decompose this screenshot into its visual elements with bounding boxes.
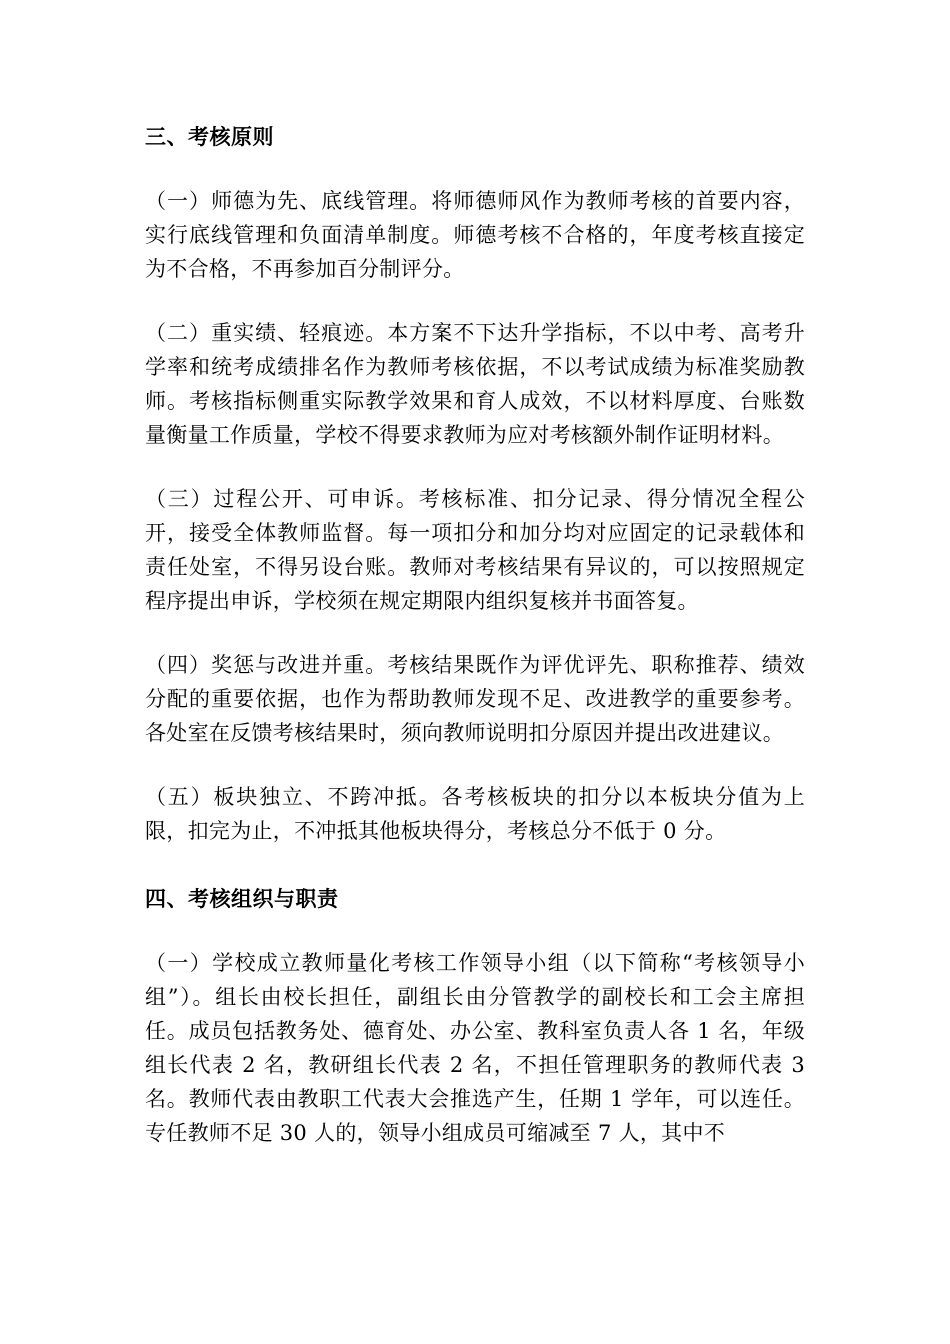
- paragraph: （一）学校成立教师量化考核工作领导小组（以下简称“考核领导小组”）。组长由校长担任，副组长由分管教学的副校长和工会主席担任。成员包括教务处、德育处、办公室、教科室负责人各 1 名，年级组长代表 2 名，教研组长代表 2 名，不担任管理职务的教师代表 3 名。教师代表由教职工代表大会推选产生，任期 1 学年，可以连任。专任教师不足 30 人的，领导小组成员可缩减至 7 人，其中不: [145, 951, 805, 1145]
- paragraph: （三）过程公开、可申诉。考核标准、扣分记录、得分情况全程公开，接受全体教师监督。每一项扣分和加分均对应固定的记录载体和责任处室，不得另设台账。教师对考核结果有异议的，可以按照规定程序提出申诉，学校须在规定期限内组织复核并书面答复。: [145, 487, 805, 613]
- paragraph: （二）重实绩、轻痕迹。本方案不下达升学指标，不以中考、高考升学率和统考成绩排名作为教师考核依据，不以考试成绩为标准奖励教师。考核指标侧重实际教学效果和育人成效，不以材料厚度、台账数量衡量工作质量，学校不得要求教师为应对考核额外制作证明材料。: [145, 321, 805, 447]
- paragraph: （五）板块独立、不跨冲抵。各考核板块的扣分以本板块分值为上限，扣完为止，不冲抵其他板块得分，考核总分不低于 0 分。: [145, 785, 805, 843]
- document-body: [145, 116, 805, 1150]
- section-heading-principles: 三、考核原则: [145, 125, 274, 149]
- section-heading-organization: 四、考核组织与职责: [145, 887, 339, 911]
- paragraph: （一）师德为先、底线管理。将师德师风作为教师考核的首要内容，实行底线管理和负面清单制度。师德考核不合格的，年度考核直接定为不合格，不再参加百分制评分。: [145, 189, 805, 281]
- paragraph: （四）奖惩与改进并重。考核结果既作为评优评先、职称推荐、绩效分配的重要依据，也作为帮助教师发现不足、改进教学的重要参考。各处室在反馈考核结果时，须向教师说明扣分原因并提出改进建议。: [145, 653, 805, 745]
